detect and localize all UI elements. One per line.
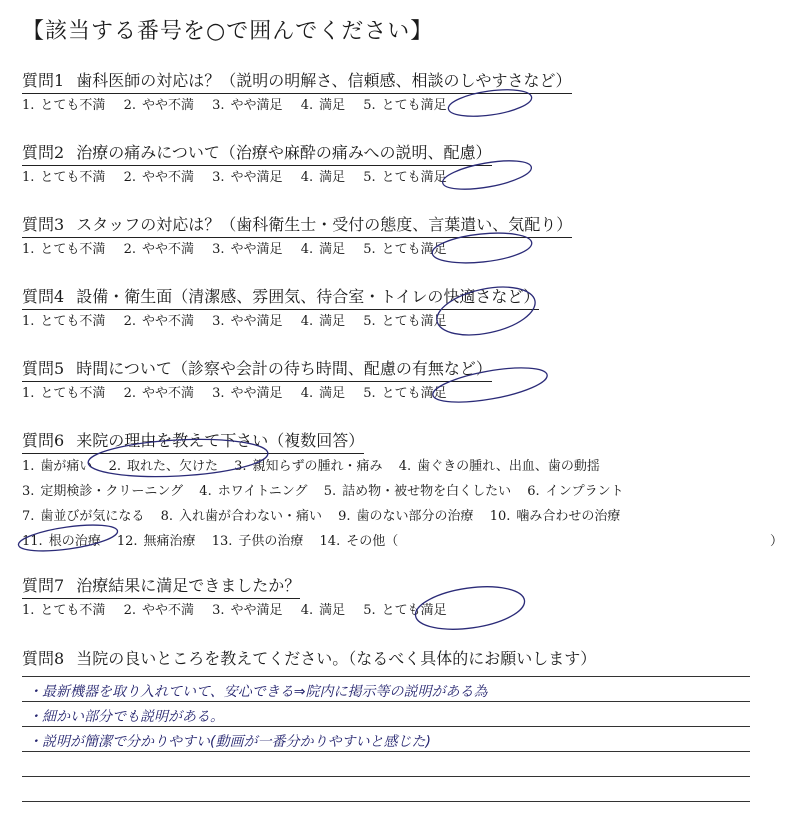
reason-option[interactable]: 7. 歯並びが気になる [22,509,145,524]
reason-option-other[interactable]: 14. その他（ [319,534,399,549]
option-4[interactable]: 4. 満足 [300,98,346,113]
reason-row [22,479,636,504]
rating-options [22,384,492,404]
option-5[interactable]: 5. とても満足 [363,242,447,257]
question-number: 質問3 [22,215,65,234]
question-4-heading [22,286,539,310]
reason-options [22,454,784,554]
question-5-heading [22,358,492,382]
option-5[interactable]: 5. とても満足 [363,386,447,401]
handwritten-answer-3[interactable]: ・説明が簡潔で分かりやすい(動画が一番分かりやすいと感じた) [28,734,431,750]
reason-option[interactable]: 5. 詰め物・被せ物を白くしたい [323,484,512,499]
option-2[interactable]: 2. やや不満 [123,170,194,185]
option-3[interactable]: 3. やや満足 [212,314,283,329]
question-text: 歯科医師の対応は？（説明の明解さ、信頼感、相談のしやすさなど） [76,71,572,90]
reason-option[interactable]: 9. 歯のない部分の治療 [338,509,474,524]
option-5[interactable]: 5. とても満足 [363,603,447,618]
option-1[interactable]: 1. とても不満 [22,386,106,401]
question-8 [22,648,596,671]
option-3[interactable]: 3. やや満足 [212,98,283,113]
rating-options [22,312,539,332]
option-5[interactable]: 5. とても満足 [363,170,447,185]
question-6-heading [22,430,364,454]
option-2[interactable]: 2. やや不満 [123,314,194,329]
question-number: 質問6 [22,431,65,450]
question-text: 時間について（診察や会計の待ち時間、配慮の有無など） [76,359,492,378]
option-4[interactable]: 4. 満足 [300,386,346,401]
handwritten-answer-1[interactable]: ・最新機器を取り入れていて、安心できる⇒院内に掲示等の説明がある為 [28,684,488,700]
rating-options [22,240,572,260]
rating-options [22,168,492,188]
question-1-heading [22,70,572,94]
option-1[interactable]: 1. とても不満 [22,170,106,185]
question-number: 質問4 [22,287,65,306]
question-text: 治療結果に満足できましたか？ [76,576,301,595]
reason-option[interactable]: 10. 噛み合わせの治療 [489,509,621,524]
question-text: 設備・衛生面（清潔感、雰囲気、待合室・トイレの快適さなど） [76,287,540,306]
question-text: 治療の痛みについて（治療や麻酔の痛みへの説明、配慮） [76,143,492,162]
question-4 [22,286,539,332]
question-text: 当院の良いところを教えてください。（なるべく具体的にお願いします） [76,649,597,668]
reason-option[interactable]: 11. 根の治療 [22,534,101,549]
question-5 [22,358,492,404]
other-close-paren: ） [770,534,784,549]
answer-line [22,726,750,727]
option-1[interactable]: 1. とても不満 [22,314,106,329]
question-3 [22,214,572,260]
reason-option[interactable]: 6. インプラント [527,484,624,499]
reason-option[interactable]: 3. 定期検診・クリーニング [22,484,184,499]
option-1[interactable]: 1. とても不満 [22,603,106,618]
question-1 [22,70,572,116]
option-5[interactable]: 5. とても満足 [363,98,447,113]
option-3[interactable]: 3. やや満足 [212,170,283,185]
option-4[interactable]: 4. 満足 [300,603,346,618]
question-number: 質問5 [22,359,65,378]
reason-option[interactable]: 1. 歯が痛い [22,459,93,474]
question-8-heading [22,648,596,671]
option-3[interactable]: 3. やや満足 [212,386,283,401]
question-text: 来院の理由を教えて下さい（複数回答） [76,431,365,450]
reason-row [22,454,636,479]
reason-option[interactable]: 4. 歯ぐきの腫れ、出血、歯の動揺 [398,459,600,474]
answer-line [22,676,750,677]
question-6 [22,430,784,554]
reason-option[interactable]: 12. 無痛治療 [116,534,196,549]
option-3[interactable]: 3. やや満足 [212,603,283,618]
question-number: 質問1 [22,71,65,90]
reason-option[interactable]: 4. ホワイトニング [199,484,308,499]
reason-option[interactable]: 3. 親知らずの腫れ・痛み [234,459,383,474]
reason-row [22,529,784,554]
rating-options [22,96,572,116]
option-1[interactable]: 1. とても不満 [22,242,106,257]
reason-option[interactable]: 2. 取れた、欠けた [108,459,218,474]
question-number: 質問8 [22,649,65,668]
form-title: 【該当する番号を○で囲んでください】 [22,19,434,44]
answer-line [22,801,750,802]
answer-line [22,776,750,777]
handwritten-answer-2[interactable]: ・細かい部分でも説明がある。 [28,709,224,725]
option-1[interactable]: 1. とても不満 [22,98,106,113]
option-4[interactable]: 4. 満足 [300,170,346,185]
question-7-heading [22,575,300,599]
option-2[interactable]: 2. やや不満 [123,603,194,618]
question-7 [22,575,461,621]
answer-line [22,751,750,752]
question-number: 質問7 [22,576,65,595]
question-number: 質問2 [22,143,65,162]
option-5[interactable]: 5. とても満足 [363,314,447,329]
question-2-heading [22,142,492,166]
option-2[interactable]: 2. やや不満 [123,386,194,401]
rating-options [22,601,461,621]
option-3[interactable]: 3. やや満足 [212,242,283,257]
reason-row [22,504,636,529]
question-2 [22,142,492,188]
answer-line [22,701,750,702]
option-2[interactable]: 2. やや不満 [123,242,194,257]
question-3-heading [22,214,572,238]
question-text: スタッフの対応は？（歯科衛生士・受付の態度、言葉遣い、気配り） [76,215,573,234]
option-4[interactable]: 4. 満足 [300,314,346,329]
reason-option[interactable]: 8. 入れ歯が合わない・痛い [160,509,322,524]
option-4[interactable]: 4. 満足 [300,242,346,257]
option-2[interactable]: 2. やや不満 [123,98,194,113]
reason-option[interactable]: 13. 子供の治療 [211,534,304,549]
